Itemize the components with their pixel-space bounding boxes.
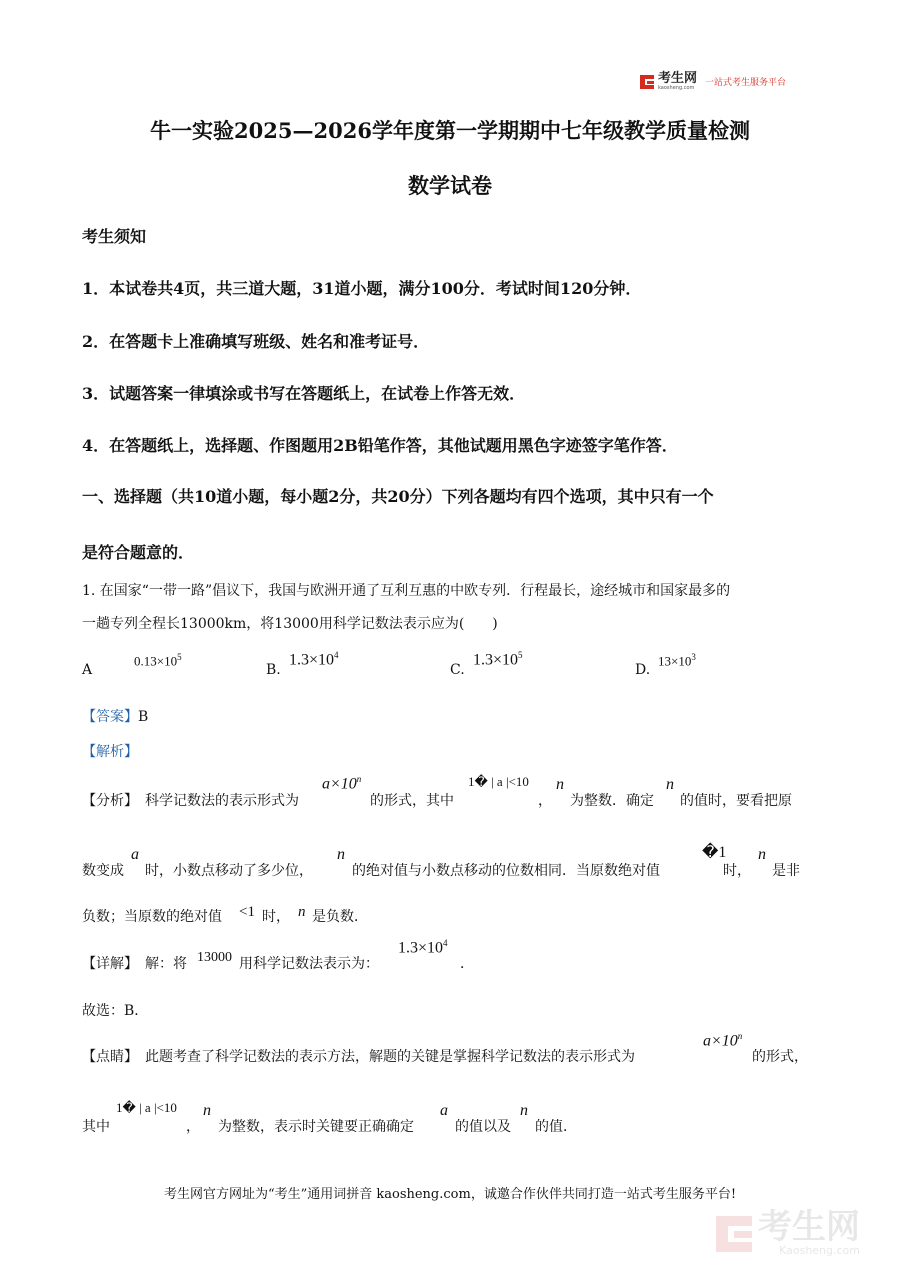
fenxi-label: 【分析】 (82, 793, 138, 809)
header-slogan: 一站式考生服务平台 (705, 78, 787, 88)
watermark-domain: Kaosheng.com (779, 1244, 860, 1257)
notice-item: 1．本试卷共4页，共三道大题，31道小题，满分100分．考试时间120分钟． (82, 279, 642, 298)
math-expr: n (520, 1102, 528, 1119)
watermark-brand: 考生网 (758, 1207, 860, 1247)
notice-heading: 考生须知 (82, 227, 147, 246)
dianjing-text: 为整数，表示时关键要正确确定 (218, 1119, 414, 1135)
answer-value: B (138, 709, 149, 725)
dianjing-text: 的形式， (752, 1049, 808, 1065)
fenxi-text: ， (538, 793, 552, 809)
option-letter-b: B. (266, 662, 281, 678)
math-expr: n (298, 904, 306, 920)
xiangjie-text: ． (460, 956, 474, 972)
math-expr: n (337, 846, 345, 863)
fenxi-text: 时， (723, 863, 751, 879)
math-expr: a (131, 846, 139, 863)
question-stem: 1. 在国家“一带一路”倡议下，我国与欧洲开通了互利互惠的中欧专列．行程最长，途经城市和国家最多的 (82, 583, 731, 599)
math-expr: <1 (239, 904, 255, 920)
dianjing-text: 的值以及 (455, 1119, 511, 1135)
math-expr: $a\times 10^n$ (322, 774, 362, 793)
fenxi-text: 是负数． (312, 909, 368, 925)
fenxi-text: 为整数．确定 (570, 793, 654, 809)
answer-line (82, 706, 148, 726)
option-letter-c: C. (450, 662, 465, 678)
exam-title: 牛一实验2025—2026学年度第一学期期中七年级教学质量检测 (150, 118, 750, 143)
analysis-label: 【解析】 (82, 744, 138, 760)
option-value-c: $1.3\times 10^5$ (473, 650, 523, 669)
option-value-d: $13\times 10^3$ (658, 652, 696, 669)
fenxi-text: 是非 (772, 863, 800, 879)
footer-text: 考生网官方网址为“考生”通用词拼音 kaosheng.com，诚邀合作伙伴共同打造一站式考生服务平台! (163, 1187, 737, 1202)
fenxi-text: 时， (262, 909, 290, 925)
dianjing-text: ， (186, 1119, 200, 1135)
header-brand: 考生网 (658, 71, 698, 86)
math-expr: n (203, 1102, 211, 1119)
section-heading-cont: 是符合题意的． (82, 543, 195, 562)
dianjing-label: 【点睛】 (82, 1049, 138, 1065)
math-expr: �1 (702, 844, 727, 861)
fenxi-text: 时，小数点移动了多少位， (145, 863, 313, 879)
answer-label: 【答案】 (82, 709, 138, 725)
option-value-b: $1.3\times 10^4$ (289, 650, 339, 669)
fenxi-text: 的值时，要看把原 (680, 793, 792, 809)
fenxi-text: 的形式，其中 (370, 793, 454, 809)
xiangjie-text: 解：将 (145, 956, 187, 972)
kaosheng-logo-icon (640, 75, 654, 89)
watermark (716, 1207, 860, 1257)
option-value-a: $0.13\times 10^5$ (134, 652, 182, 669)
fenxi-text: 负数；当原数的绝对值 (82, 909, 222, 925)
xiangjie-label: 【详解】 (82, 956, 138, 972)
conclusion: 故选：B． (82, 1003, 149, 1019)
fenxi-text: 科学记数法的表示形式为 (145, 793, 299, 809)
math-expr: n (758, 846, 766, 863)
header-brand-domain: kaosheng.com (658, 85, 695, 91)
exam-subtitle: 数学试卷 (408, 173, 492, 198)
kaosheng-watermark-icon (716, 1216, 752, 1252)
section-heading: 一、选择题（共10道小题，每小题2分，共20分）下列各题均有四个选项，其中只有一个 (82, 487, 714, 506)
math-expr: 1� | a |<10 (116, 1100, 177, 1115)
dianjing-text: 的值． (535, 1119, 577, 1135)
dianjing-text: 其中 (82, 1119, 110, 1135)
header-logo (640, 72, 786, 91)
math-expr: $a\times 10^n$ (703, 1031, 743, 1050)
option-letter-a: A (82, 662, 93, 678)
math-expr: 1� | a |<10 (468, 774, 529, 789)
math-expr: 13000 (197, 950, 232, 965)
notice-item: 4．在答题纸上，选择题、作图题用2B铅笔作答，其他试题用黑色字迹签字笔作答． (82, 436, 678, 455)
notice-item: 3．试题答案一律填涂或书写在答题纸上，在试卷上作答无效． (82, 384, 526, 403)
notice-item: 2．在答题卡上准确填写班级、姓名和准考证号． (82, 332, 430, 351)
question-stem-cont: 一趟专列全程长13000km，将13000用科学记数法表示应为( ) (82, 616, 498, 632)
xiangjie-text: 用科学记数法表示为： (239, 956, 379, 972)
fenxi-text: 数变成 (82, 863, 124, 879)
dianjing-text: 此题考查了科学记数法的表示方法，解题的关键是掌握科学记数法的表示形式为 (145, 1049, 635, 1065)
math-expr: n (666, 776, 674, 793)
math-expr: a (440, 1102, 448, 1119)
math-expr: n (556, 776, 564, 793)
option-letter-d: D. (635, 662, 651, 678)
fenxi-text: 的绝对值与小数点移动的位数相同．当原数绝对值 (352, 863, 660, 879)
math-expr: $1.3\times 10^4$ (398, 938, 448, 957)
